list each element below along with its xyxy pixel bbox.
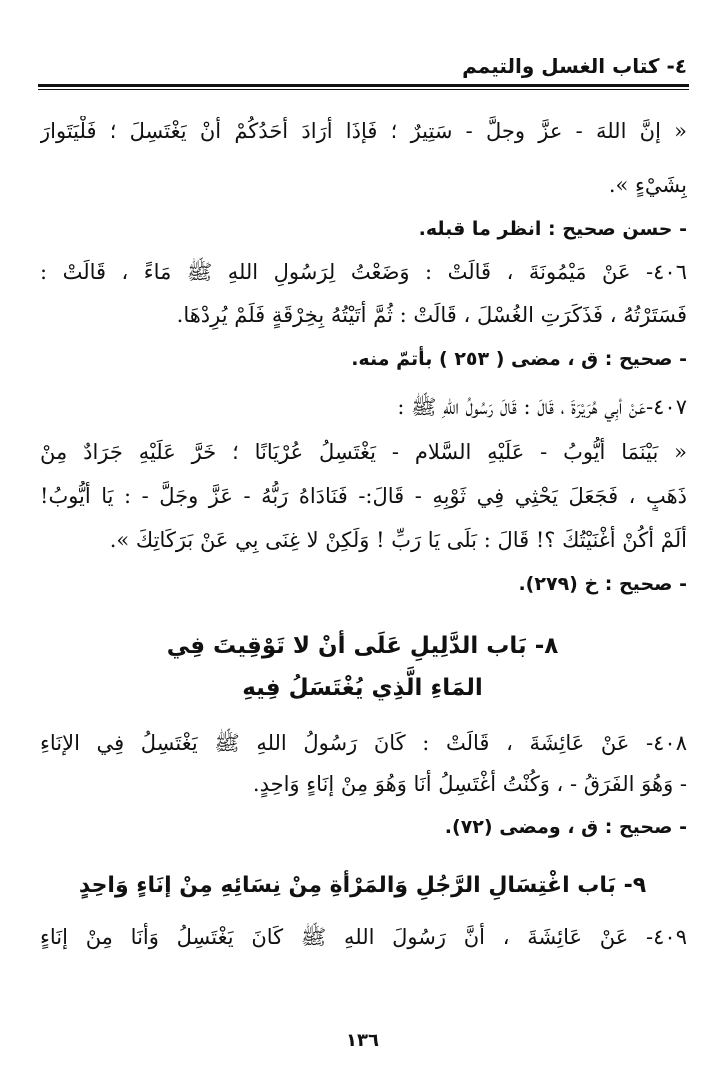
grading-line: - صحيح : خ (٢٧٩). [518, 573, 687, 595]
hadith-407-line-1: ٤٠٧-عَنْ أبِي هُرَيْرَةَ ، قَالَ : قَالَ رَسُولُ اللهِ ﷺ : [397, 395, 687, 419]
hadith-408-line-1: ٤٠٨- عَنْ عَائِشَةَ ، قَالَتْ : كَانَ رَسُولُ اللهِ ﷺ يَغْتَسِلُ فِي الإنَاءِ [40, 731, 687, 755]
grading-line: - صحيح : ق ، مضى ( ٢٥٣ ) بأتمّ منه. [351, 348, 687, 370]
chapter-8-heading-line-1: ٨- بَاب الدَّلِيلِ عَلَى أنْ لا تَوْقِيتَ فِي [166, 633, 559, 659]
text-line: بِشَيْءٍ ». [608, 173, 687, 197]
running-title: ٤- كتاب الغسل والتيمم [462, 54, 687, 78]
header-rule [38, 84, 689, 90]
chapter-9-heading: ٩- بَاب اغْتِسَالِ الرَّجُلِ وَالمَرْأةِ مِنْ نِسَائِهِ مِنْ إنَاءٍ وَاحِدٍ [78, 873, 647, 898]
hadith-406-line-2: فَسَتَرْتُهُ ، فَذَكَرَتِ الغُسْلَ ، قَالَتْ : ثُمَّ أتَيْتُهُ بِخِرْقَةٍ فَلَمْ يُرِدْهَا. [176, 303, 687, 327]
hadith-407-line-3: ذَهَبٍ ، فَجَعَلَ يَحْثِي فِي ثَوْبِهِ - قَالَ:- فَنَادَاهُ رَبُّهُ - عَزَّ وجَلَّ - : يَا أيُّوبُ! [40, 484, 687, 508]
hadith-409-line-1: ٤٠٩- عَنْ عَائِشَةَ ، أنَّ رَسُولَ اللهِ ﷺ كَانَ يَغْتَسِلُ وَأنَا مِنْ إنَاءٍ [40, 925, 687, 949]
hadith-407-line-4: ألَمْ أكُنْ أغْنَيْتُكَ ؟! قَالَ : بَلَى يَا رَبِّ ! وَلَكِنْ لا غِنَى بِي عَنْ بَرَكَاتِكَ ». [109, 528, 687, 552]
hadith-408-line-2: - وَهُوَ الفَرَقُ - ، وَكُنْتُ أغْتَسِلُ أنَا وَهُوَ مِنْ إنَاءٍ وَاحِدٍ. [252, 772, 687, 796]
grading-line: - صحيح : ق ، ومضى (٧٢). [444, 816, 687, 838]
hadith-406-line-1: ٤٠٦- عَنْ مَيْمُونَةَ ، قَالَتْ : وَضَعْتُ لِرَسُولِ اللهِ ﷺ مَاءً ، قَالَتْ : [40, 260, 687, 284]
page-number: ١٣٦ [346, 1030, 379, 1051]
text-line: « إنَّ اللهَ - عزَّ وجلَّ - سَتِيرٌ ؛ فَإذَا أرَادَ أحَدُكُمْ أنْ يَغْتَسِلَ ؛ فَلْيَتَوارَ [40, 119, 687, 143]
grading-line: - حسن صحيح : انظر ما قبله. [418, 218, 687, 240]
chapter-8-heading-line-2: المَاءِ الَّذِي يُغْتَسَلُ فِيهِ [242, 675, 483, 701]
hadith-407-line-2: « بَيْنَمَا أيُّوبُ - عَلَيْهِ السَّلام - يَغْتَسِلُ عُرْيَانًا ؛ خَرَّ عَلَيْهِ جَرَادٌ مِنْ [40, 440, 687, 464]
